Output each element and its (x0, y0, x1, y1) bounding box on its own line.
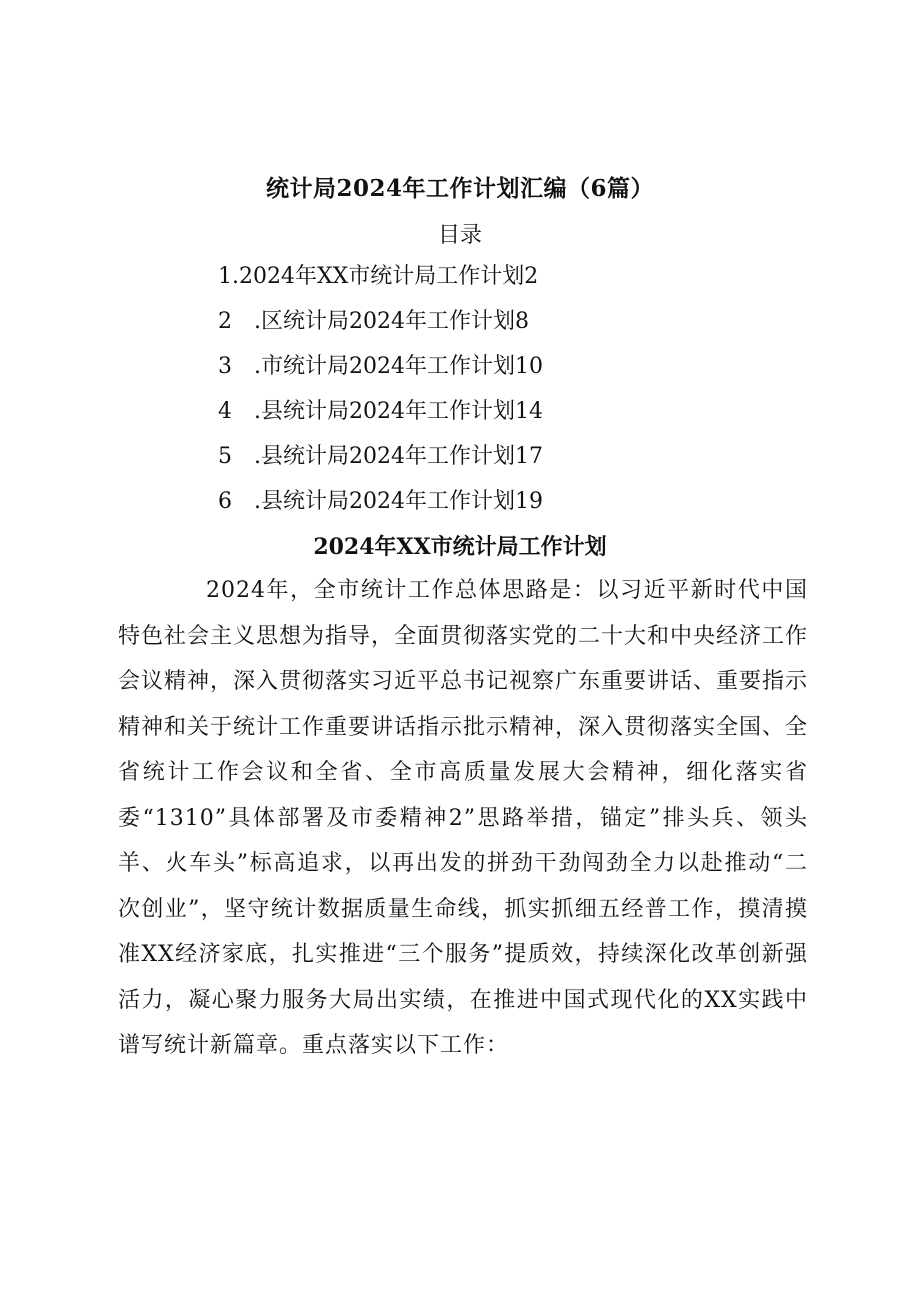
toc-item: 1.2024年XX市统计局工作计划2 (218, 264, 539, 289)
table-of-contents (218, 262, 543, 532)
toc-item: 6 .县统计局2024年工作计划19 (218, 489, 543, 514)
toc-item: 2 .区统计局2024年工作计划8 (218, 309, 529, 334)
toc-item: 5 .县统计局2024年工作计划17 (218, 444, 543, 469)
document-title: 统计局2024年工作计划汇编（6篇） (265, 175, 655, 202)
toc-item: 3 .市统计局2024年工作计划10 (218, 354, 543, 379)
body-paragraph: 2024年，全市统计工作总体思路是：以习近平新时代中国特色社会主义思想为指导，全面贯彻落实党的二十大和中央经济工作会议精神，深入贯彻落实习近平总书记视察广东重要讲话、重要指示精神和关于统计工作重要讲话指示批示精神，深入贯彻落实全国、全省统计工作会议和全省、全市高质量发展大会精神，细化落实省委“1310”具体部署及市委精神2”思路举措，锚定”排头兵、领头羊、火车头”标高追求，以再出发的拼劲干劲闯劲全力以赴推动“二次创业”，坚守统计数据质量生命线，抓实抓细五经普工作，摸清摸准XX经济家底，扎实推进“三个服务”提质效，持续深化改革创新强活力，凝心聚力服务大局出实绩，在推进中国式现代化的XX实践中谱写统计新篇章。重点落实以下工作： (118, 578, 809, 1058)
toc-item: 4 .县统计局2024年工作计划14 (218, 399, 543, 424)
toc-heading: 目录 (437, 223, 482, 248)
section-title: 2024年XX市统计局工作计划 (313, 534, 607, 560)
